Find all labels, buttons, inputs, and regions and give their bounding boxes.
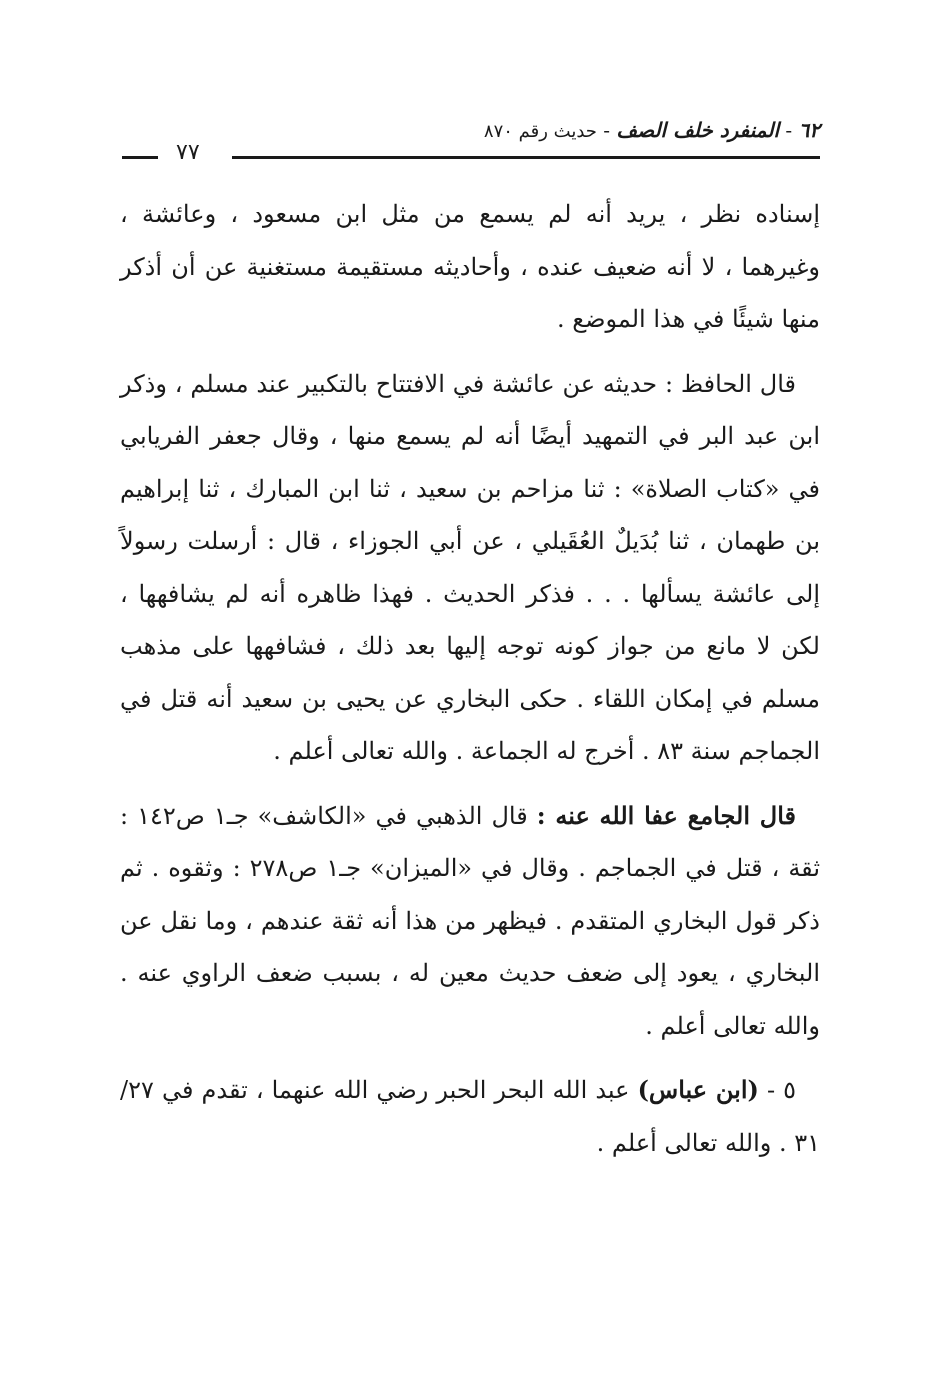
hadith-reference: حديث رقم ٨٧٠ — [483, 121, 597, 142]
paragraph-1: إسناده نظر ، يريد أنه لم يسمع من مثل ابن مسعود ، وعائشة ، وغيرهما ، لا أنه ضعيف عنده ، وأحاديثه مستقيمة مستغنية عن أن أذكر منها شيئًا في هذا الموضع . — [120, 200, 820, 333]
chapter-title: المنفرد خلف الصف — [616, 118, 780, 142]
chapter-number: ٦٢ — [798, 118, 820, 142]
compiler-note-text: قال الذهبي في «الكاشف» جـ١ ص١٤٢ : ثقة ، قتل في الجماجم . وقال في «الميزان» جـ١ ص٢٧٨ : وثقوه . ثم ذكر قول البخاري المتقدم . فيظهر من هذا أنه ثقة عندهم ، وما نقل عن البخاري ، يعود إلى ضعف حديث معين له ، بسبب ضعف الراوي عنه . والله تعالى أعلم . — [120, 801, 821, 1040]
compiler-note-lead: قال الجامع عفا الله عنه : — [536, 800, 796, 830]
header-rule-short — [122, 156, 158, 159]
paragraph-2: قال الحافظ : حديثه عن عائشة في الافتتاح بالتكبير عند مسلم ، وذكر ابن عبد البر في التمهيد أيضًا أنه لم يسمع منها ، وقال جعفر الفريابي في «كتاب الصلاة» : ثنا مزاحم بن سعيد ، ثنا ابن المبارك ، ثنا إبراهيم بن طهمان ، ثنا بُدَيلٌ العُقَيلي ، عن أبي الجوزاء ، قال : أرسلت رسولاً إلى عائشة يسألها . . . فذكر الحديث . فهذا ظاهره أنه لم يشافهها ، لكن لا مانع من جواز كونه توجه إليها بعد ذلك ، فشافهها على مذهب مسلم في إمكان اللقاء . حكى البخاري عن يحيى بن سعيد أنه قتل في الجماجم سنة ٨٣ . أخرج له الجماعة . والله تعالى أعلم . — [120, 369, 820, 765]
running-head: ٦٢ - المنفرد خلف الصف - حديث رقم ٨٧٠ — [483, 118, 820, 142]
paragraph-3 — [120, 790, 820, 1053]
page-number: ٧٧ — [176, 140, 200, 165]
narrator-text: عبد الله البحر الحبر رضي الله عنهما ، تقدم في ٢٧/ ٣١ . والله تعالى أعلم . — [120, 1076, 820, 1157]
narrator-number: ٥ - — [766, 1076, 797, 1104]
header-rule — [232, 156, 820, 159]
body-text — [120, 188, 820, 1169]
narrator-name: (ابن عباس) — [637, 1075, 759, 1104]
paragraph-4 — [120, 1064, 820, 1169]
